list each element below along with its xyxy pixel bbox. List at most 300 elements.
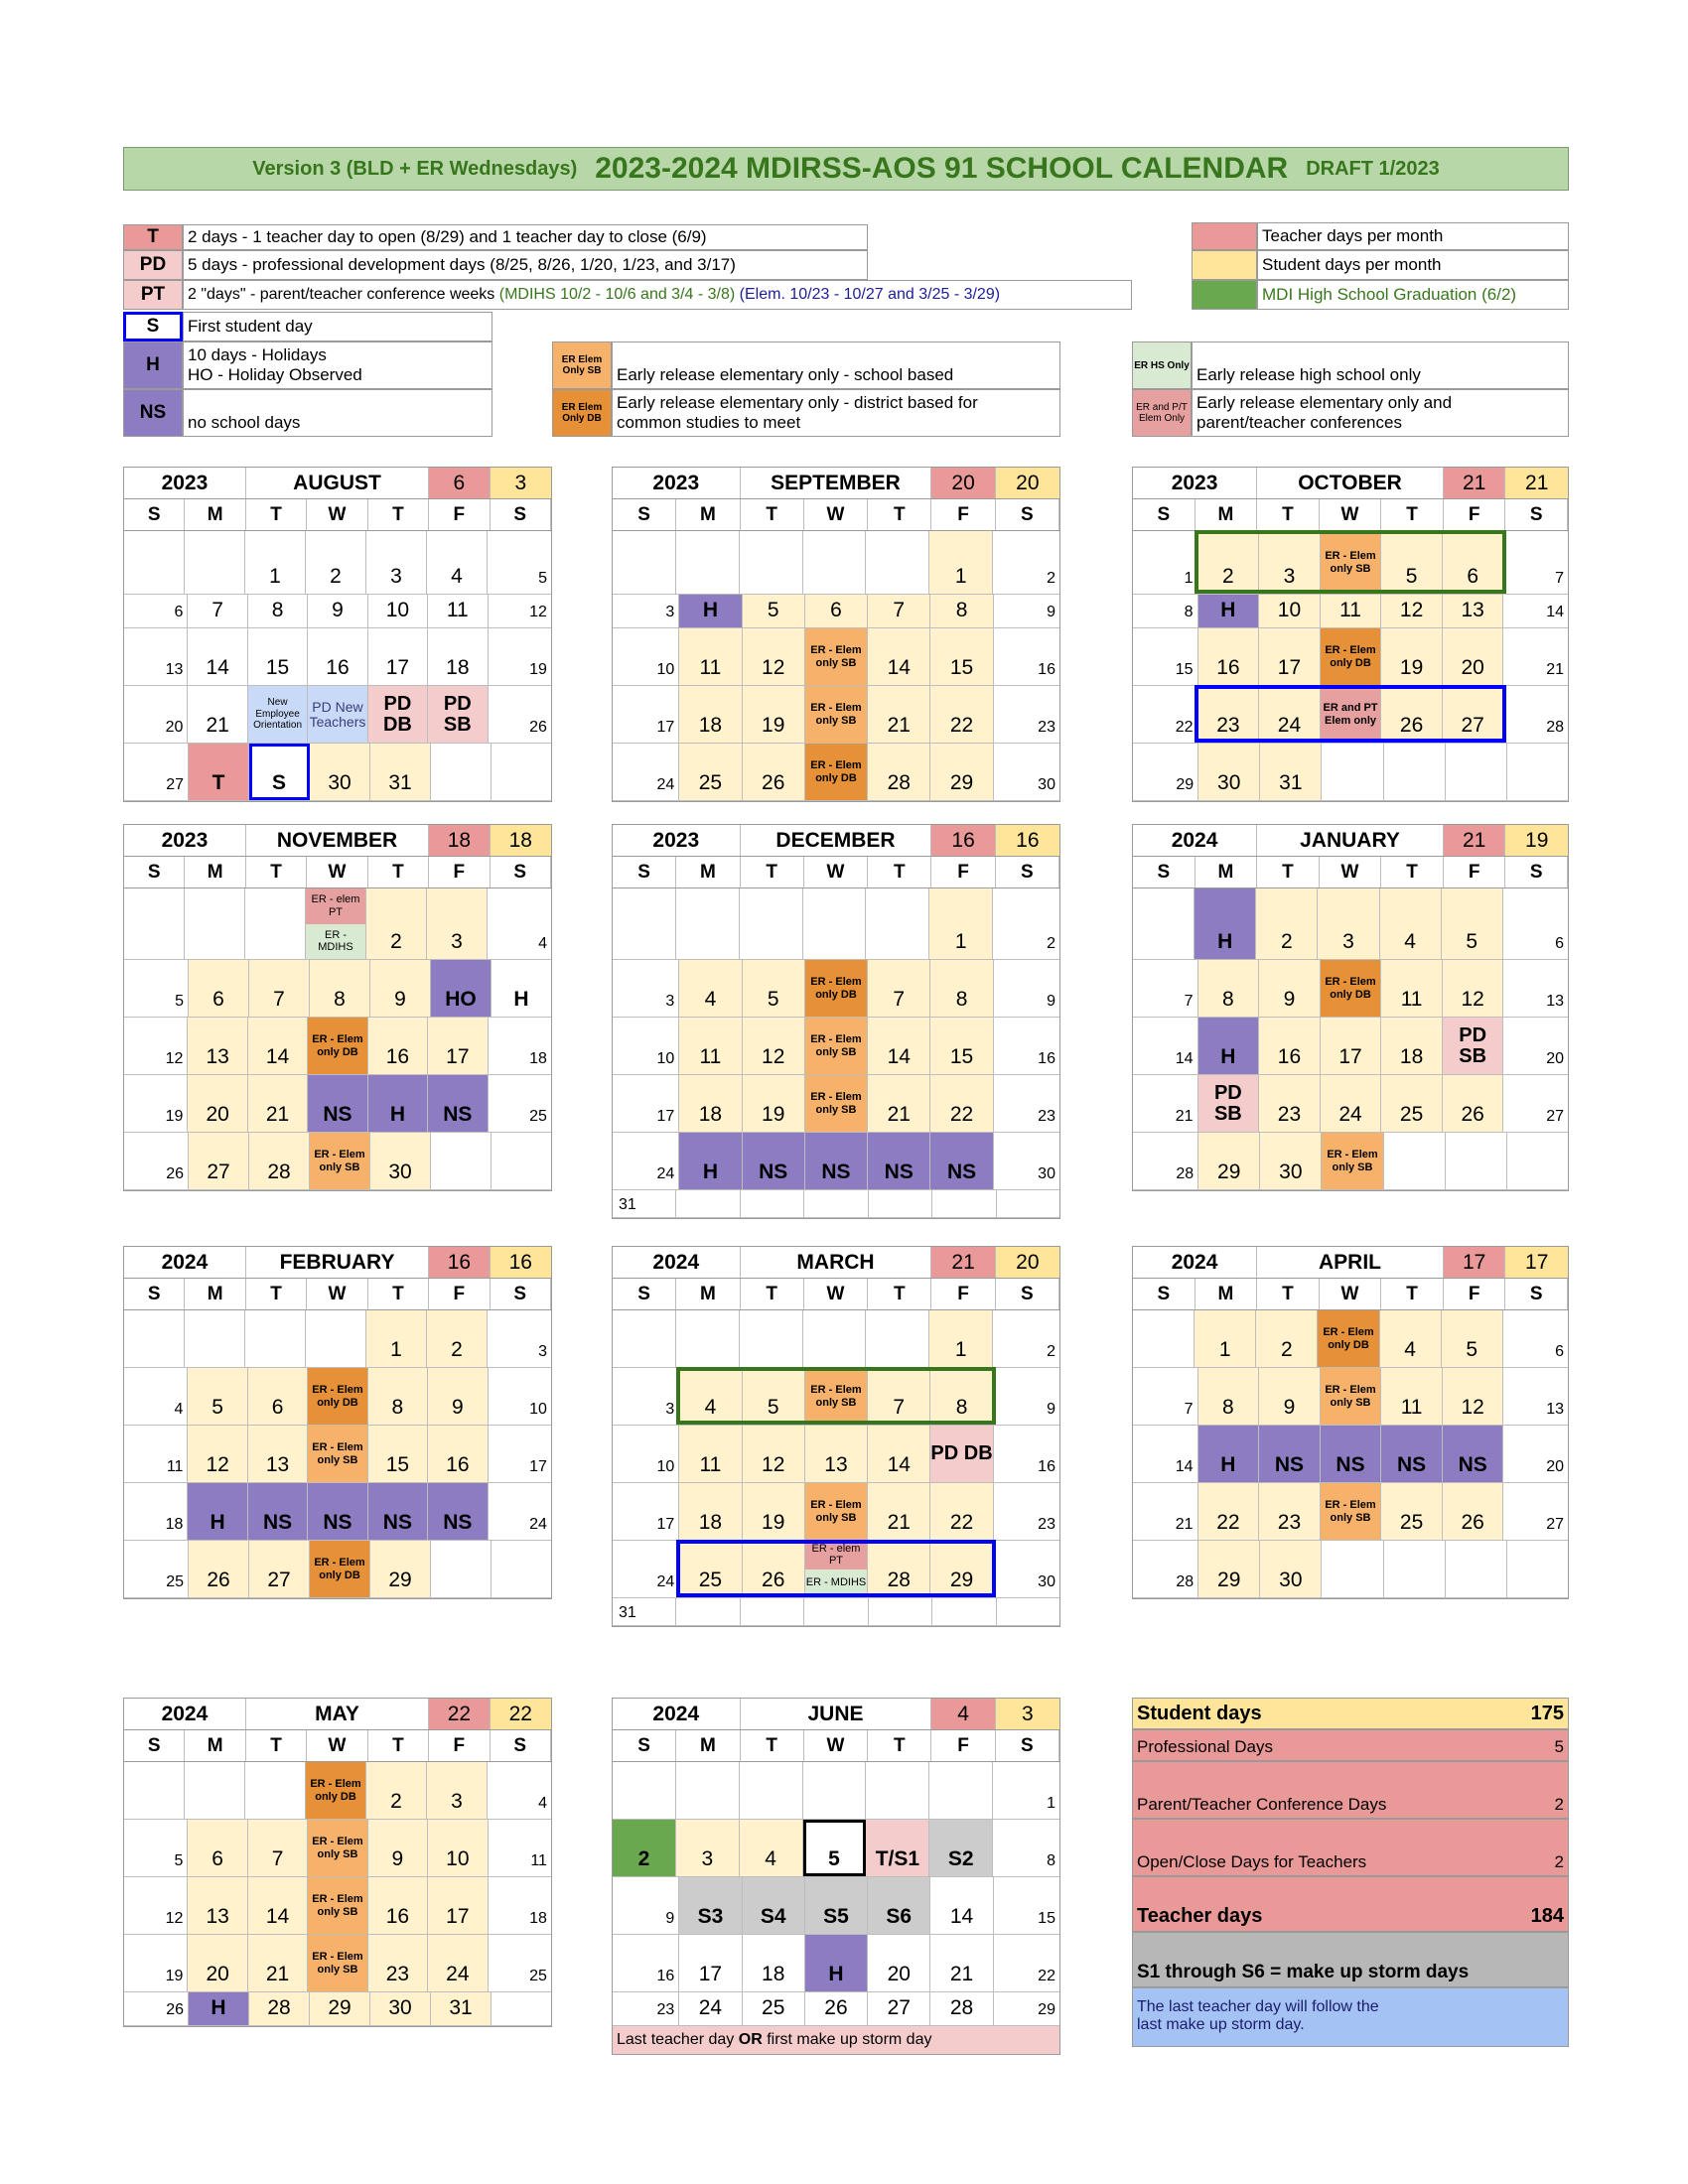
day-cell: NS xyxy=(1381,1426,1443,1482)
legend-s-text: First student day xyxy=(183,312,492,341)
day-cell: 30 xyxy=(1038,776,1055,793)
weekday-header: F xyxy=(931,857,995,887)
weekday-header: S xyxy=(124,499,185,530)
weekday-header: F xyxy=(1444,499,1506,530)
week-row xyxy=(613,1310,1059,1368)
day-cell xyxy=(805,1075,868,1132)
teacher-days-count: 6 xyxy=(429,468,490,498)
month-name: FEBRUARY xyxy=(246,1247,429,1278)
day-cell xyxy=(1321,960,1382,1017)
weekday-header: F xyxy=(1444,857,1506,887)
day-cell: 26 xyxy=(189,1541,249,1597)
month-name: MAY xyxy=(246,1699,429,1729)
day-cell: 25 xyxy=(529,1968,547,1984)
day-cell: 30 xyxy=(1198,744,1260,800)
week-row xyxy=(613,1190,1059,1218)
day-cell: S5 xyxy=(805,1877,868,1934)
day-cell: 16 xyxy=(613,1935,679,1991)
day-cell: 23 xyxy=(1038,1108,1055,1125)
day-cell: 4 xyxy=(427,531,488,594)
day-label: ER - Elem only SB xyxy=(314,1148,365,1173)
week-row xyxy=(124,1426,551,1483)
day-cell: 13 xyxy=(805,1426,868,1482)
day-cell: 8 xyxy=(1047,1852,1056,1869)
day-cell: 14 xyxy=(248,1018,308,1074)
day-cell: 24 xyxy=(428,1935,488,1991)
day-cell: 13 xyxy=(1443,595,1504,627)
week-row xyxy=(613,686,1059,744)
day-cell: 17 xyxy=(368,628,428,685)
legend-pd-code: PD xyxy=(123,250,183,280)
week-row xyxy=(613,1426,1059,1483)
day-cell: 30 xyxy=(310,744,370,800)
day-cell: 26 xyxy=(743,744,805,800)
day-cell: H xyxy=(513,988,529,1011)
day-cell: 16 xyxy=(1038,1458,1055,1475)
day-cell: 2 xyxy=(1047,570,1056,587)
day-cell: 11 xyxy=(1381,1368,1443,1425)
day-cell: 4 xyxy=(1380,1310,1442,1367)
day-cell xyxy=(492,1541,551,1597)
day-cell: 1 xyxy=(1047,1795,1056,1812)
teacher-days-count: 4 xyxy=(931,1699,995,1729)
week-row xyxy=(1133,1075,1568,1133)
day-cell: 20 xyxy=(188,1075,247,1132)
week-row xyxy=(124,595,551,628)
day-cell: NS xyxy=(368,1483,428,1540)
day-label: New Employee Orientation xyxy=(253,697,303,732)
legend-student-days: Student days per month xyxy=(1257,250,1569,280)
day-cell: 8 xyxy=(1198,1368,1260,1425)
day-cell: 15 xyxy=(368,1426,428,1482)
day-cell xyxy=(741,1598,804,1625)
student-days-count: 20 xyxy=(996,468,1059,498)
legend-er-db-code: ER Elem Only DB xyxy=(552,389,612,437)
summary-note xyxy=(1132,1987,1569,2047)
teacher-days-count: 18 xyxy=(429,825,490,856)
day-cell: 3 xyxy=(613,1368,679,1425)
pd-label: PD SB xyxy=(1213,1081,1242,1125)
day-cell: 30 xyxy=(1260,1133,1322,1189)
day-cell: 6 xyxy=(189,960,249,1017)
day-cell xyxy=(805,1483,868,1540)
weekday-header: W xyxy=(1320,857,1382,887)
day-cell xyxy=(740,1762,803,1819)
summary-pd-value: 5 xyxy=(1554,1737,1564,1756)
week-row xyxy=(1133,1368,1568,1426)
weekday-header: T xyxy=(868,1279,931,1309)
day-cell: 2 xyxy=(1198,531,1260,594)
day-cell: 13 xyxy=(1546,993,1565,1010)
day-cell xyxy=(869,1598,932,1625)
day-cell: 28 xyxy=(930,1992,993,2025)
day-label: ER - Elem only DB xyxy=(312,1383,363,1409)
week-row xyxy=(1133,595,1568,628)
day-cell: 21 xyxy=(930,1935,993,1991)
week-row xyxy=(1133,1133,1568,1190)
month-year: 2023 xyxy=(124,468,246,498)
summary-teacher-days-label: Teacher days xyxy=(1137,1905,1263,1927)
legend-er-pt-text-b: parent/teacher conferences xyxy=(1196,413,1402,432)
day-cell: 1 xyxy=(366,1310,427,1367)
day-cell: 8 xyxy=(930,1368,993,1425)
day-cell: 27 xyxy=(189,1133,249,1189)
day-cell: 3 xyxy=(366,531,427,594)
day-cell: 27 xyxy=(1546,1516,1565,1533)
day-cell: 31 xyxy=(613,1190,676,1217)
legend-h-text-b: HO - Holiday Observed xyxy=(188,365,362,384)
month-april xyxy=(1132,1246,1569,1599)
day-cell: 9 xyxy=(1047,604,1055,620)
day-cell: NS xyxy=(743,1133,805,1189)
day-cell xyxy=(805,686,868,743)
day-cell xyxy=(308,1935,367,1991)
week-row xyxy=(124,1877,551,1935)
day-cell: 13 xyxy=(188,1018,247,1074)
pd-label: PD DB xyxy=(382,692,412,736)
weekday-header: F xyxy=(429,1279,490,1309)
summary-oc-value: 2 xyxy=(1554,1852,1564,1871)
day-cell: 24 xyxy=(1259,686,1321,743)
day-cell: 3 xyxy=(1318,888,1379,959)
pd-label: PD SB xyxy=(443,692,472,736)
weekday-header: F xyxy=(429,1730,490,1761)
day-cell: 29 xyxy=(1133,744,1198,800)
day-label: ER - Elem only SB xyxy=(810,1032,862,1058)
day-cell: 25 xyxy=(743,1992,805,2025)
pd-label: PD SB xyxy=(1459,1024,1487,1067)
day-cell: 19 xyxy=(124,1075,188,1132)
day-cell: 17 xyxy=(679,1935,742,1991)
day-cell: NS xyxy=(1321,1426,1382,1482)
week-row xyxy=(613,1935,1059,1992)
day-cell: 26 xyxy=(1443,1075,1504,1132)
day-cell: 28 xyxy=(1133,1541,1198,1597)
day-cell xyxy=(997,1598,1059,1625)
day-label: ER - Elem only DB xyxy=(810,758,862,784)
week-row xyxy=(613,1762,1059,1820)
day-cell: 28 xyxy=(249,1992,310,2025)
day-cell: 6 xyxy=(1555,935,1564,952)
day-cell xyxy=(308,1368,367,1425)
summary-storm-label: S1 through S6 = make up storm days xyxy=(1137,1962,1470,1982)
week-row xyxy=(1133,686,1568,744)
week-row xyxy=(1133,1483,1568,1541)
day-cell xyxy=(1322,1133,1383,1189)
day-cell: S6 xyxy=(868,1877,930,1934)
day-cell: 29 xyxy=(310,1992,370,2025)
day-cell: NS xyxy=(930,1133,993,1189)
month-year: 2024 xyxy=(124,1247,246,1278)
day-cell: 18 xyxy=(1381,1018,1443,1074)
day-cell: 20 xyxy=(188,1935,247,1991)
day-cell xyxy=(1318,1310,1379,1367)
week-row xyxy=(124,686,551,744)
day-cell: 23 xyxy=(1038,719,1055,736)
day-cell: 7 xyxy=(1555,570,1565,587)
day-cell: 26 xyxy=(1381,686,1443,743)
legend-t-text: 2 days - 1 teacher day to open (8/29) and 1 teacher day to close (6/9) xyxy=(183,224,868,250)
weekday-header: S xyxy=(124,857,185,887)
week-row xyxy=(613,1820,1059,1877)
weekday-header: T xyxy=(246,1730,307,1761)
day-cell: 10 xyxy=(428,1820,488,1876)
day-cell xyxy=(866,531,929,594)
day-cell: 16 xyxy=(428,1426,488,1482)
legend-er-pt-text-a: Early release elementary only and xyxy=(1196,393,1453,413)
day-cell: 9 xyxy=(613,1877,679,1934)
day-cell: 4 xyxy=(679,960,742,1017)
day-cell: 24 xyxy=(1321,1075,1382,1132)
teacher-days-count: 21 xyxy=(931,1247,995,1278)
day-cell: 30 xyxy=(1038,1165,1055,1182)
day-cell: 18 xyxy=(529,1050,547,1067)
day-cell xyxy=(1446,1541,1507,1597)
day-cell: 29 xyxy=(1198,1133,1260,1189)
day-cell: NS xyxy=(805,1133,868,1189)
day-cell xyxy=(308,1820,367,1876)
day-cell: 29 xyxy=(930,1541,993,1597)
day-cell: 6 xyxy=(124,595,188,627)
day-cell: 19 xyxy=(743,686,805,743)
day-cell xyxy=(1446,744,1507,800)
day-cell: NS xyxy=(1443,1426,1504,1482)
day-cell xyxy=(308,1426,367,1482)
day-cell: 28 xyxy=(868,1541,930,1597)
er-mdihs-label: ER - MDIHS xyxy=(306,924,365,960)
day-cell xyxy=(308,1877,367,1934)
weekday-header: T xyxy=(868,499,931,530)
day-cell xyxy=(866,1310,929,1367)
day-cell xyxy=(932,1598,996,1625)
day-cell: 5 xyxy=(803,1820,867,1876)
week-row xyxy=(1133,1541,1568,1598)
day-cell: 20 xyxy=(1546,1050,1565,1067)
weekday-header: W xyxy=(307,1279,367,1309)
day-cell: 7 xyxy=(248,1820,308,1876)
day-cell: 16 xyxy=(308,628,367,685)
day-label: ER - Elem only SB xyxy=(1325,1383,1376,1409)
day-cell xyxy=(929,1762,993,1819)
day-cell: 5 xyxy=(124,1820,188,1876)
week-row xyxy=(124,1075,551,1133)
day-cell xyxy=(932,1190,996,1217)
legend-er-db-text xyxy=(612,389,1060,437)
day-cell: 12 xyxy=(188,1426,247,1482)
summary-storm xyxy=(1132,1932,1569,1987)
day-cell: 2 xyxy=(366,888,427,959)
month-june xyxy=(612,1698,1060,2055)
day-cell: 18 xyxy=(428,628,488,685)
day-cell xyxy=(803,1762,867,1819)
day-label: ER - Elem only DB xyxy=(310,1777,361,1803)
day-cell: 19 xyxy=(529,661,547,678)
day-cell: 21 xyxy=(868,1075,930,1132)
weekday-header: T xyxy=(246,499,307,530)
weekday-header: S xyxy=(996,857,1059,887)
day-cell xyxy=(1321,628,1382,685)
day-cell: 9 xyxy=(1047,993,1055,1010)
week-row xyxy=(124,888,551,960)
day-cell: 14 xyxy=(248,1877,308,1934)
day-cell: 24 xyxy=(613,1541,679,1597)
day-cell: H xyxy=(1198,595,1260,627)
day-cell xyxy=(492,744,551,800)
day-cell xyxy=(1507,744,1568,800)
day-cell: 10 xyxy=(613,1426,679,1482)
legend-graduation-swatch xyxy=(1192,280,1257,310)
week-row xyxy=(124,1541,551,1598)
weekday-header: S xyxy=(1505,857,1568,887)
day-cell xyxy=(428,686,488,743)
weekday-header: S xyxy=(1133,857,1196,887)
day-cell: 17 xyxy=(1321,1018,1382,1074)
day-cell xyxy=(124,1762,185,1819)
day-cell: 5 xyxy=(743,1368,805,1425)
day-cell xyxy=(740,1310,803,1367)
month-name: AUGUST xyxy=(246,468,429,498)
summary-teacher-days xyxy=(1132,1876,1569,1932)
day-cell: 26 xyxy=(805,1992,868,2025)
day-cell: 19 xyxy=(1381,628,1443,685)
day-cell: 17 xyxy=(529,1458,547,1475)
day-label: ER - Elem only SB xyxy=(810,1498,862,1524)
weekday-header: S xyxy=(124,1279,185,1309)
day-cell: 11 xyxy=(1381,960,1443,1017)
day-cell xyxy=(431,744,492,800)
week-row xyxy=(613,1598,1059,1626)
weekday-header: F xyxy=(931,1730,995,1761)
pd-label: PD DB xyxy=(930,1442,993,1464)
day-label: ER - Elem only SB xyxy=(312,1835,363,1860)
day-label: ER - Elem only SB xyxy=(810,1383,862,1409)
day-cell: H xyxy=(679,595,742,627)
weekday-header: S xyxy=(491,1730,551,1761)
day-cell xyxy=(803,1310,867,1367)
day-cell: S4 xyxy=(743,1877,805,1934)
weekday-header: W xyxy=(1320,499,1382,530)
day-cell: 25 xyxy=(679,744,742,800)
day-cell: 12 xyxy=(124,1018,188,1074)
day-cell: 5 xyxy=(743,960,805,1017)
week-row xyxy=(124,744,551,801)
day-cell: H xyxy=(1195,888,1256,959)
day-cell xyxy=(185,888,245,959)
day-cell: 23 xyxy=(1259,1075,1321,1132)
summary-oc-label: Open/Close Days for Teachers xyxy=(1137,1852,1367,1871)
legend-student-swatch xyxy=(1192,250,1257,280)
legend-t-code: T xyxy=(123,224,183,250)
day-cell xyxy=(805,1368,868,1425)
weekday-header: F xyxy=(429,499,490,530)
month-name: NOVEMBER xyxy=(246,825,429,856)
teacher-days-count: 20 xyxy=(931,468,995,498)
day-cell: 29 xyxy=(930,744,993,800)
day-cell: 15 xyxy=(930,1018,993,1074)
day-cell: H xyxy=(188,1483,247,1540)
day-label: ER - Elem only SB xyxy=(312,1440,363,1466)
day-cell: 4 xyxy=(538,935,547,952)
weekday-header: T xyxy=(246,857,307,887)
day-cell: 25 xyxy=(529,1108,547,1125)
month-name: JUNE xyxy=(741,1699,932,1729)
day-cell: 22 xyxy=(1198,1483,1260,1540)
week-row xyxy=(613,595,1059,628)
day-cell: 7 xyxy=(1133,1368,1198,1425)
day-cell: 10 xyxy=(613,1018,679,1074)
summary-student-days-label: Student days xyxy=(1137,1703,1262,1724)
day-cell: 26 xyxy=(743,1541,805,1597)
month-year: 2023 xyxy=(613,825,741,856)
day-cell: 1 xyxy=(245,531,306,594)
day-cell: 27 xyxy=(249,1541,310,1597)
day-cell: 16 xyxy=(1038,1050,1055,1067)
day-label: ER - Elem only SB xyxy=(810,1090,862,1116)
legend-pd-text: 5 days - professional development days (8/25, 8/26, 1/20, 1/23, and 3/17) xyxy=(183,250,868,280)
day-cell: 1 xyxy=(1133,531,1198,594)
legend-teacher-swatch xyxy=(1192,222,1257,250)
weekday-header: T xyxy=(368,857,429,887)
day-cell xyxy=(306,1310,366,1367)
day-cell xyxy=(1321,1368,1382,1425)
day-cell: 13 xyxy=(124,628,188,685)
day-cell: 8 xyxy=(310,960,370,1017)
day-cell xyxy=(1322,1541,1383,1597)
day-cell: S2 xyxy=(929,1820,993,1876)
day-cell: 21 xyxy=(248,1075,308,1132)
day-cell: 17 xyxy=(613,1483,679,1540)
day-cell: 29 xyxy=(1198,1541,1260,1597)
weekday-header: S xyxy=(613,1730,676,1761)
teacher-days-count: 17 xyxy=(1444,1247,1506,1278)
day-cell: 14 xyxy=(188,628,247,685)
day-cell: 23 xyxy=(1259,1483,1321,1540)
draft-label: DRAFT 1/2023 xyxy=(1306,157,1440,180)
day-cell: 15 xyxy=(930,628,993,685)
day-cell xyxy=(124,531,185,594)
week-row xyxy=(613,1075,1059,1133)
weekday-header: S xyxy=(1505,1279,1568,1309)
weekday-header: M xyxy=(185,1730,245,1761)
day-cell: 17 xyxy=(428,1877,488,1934)
day-cell: 16 xyxy=(368,1018,428,1074)
day-cell: 26 xyxy=(529,719,547,736)
day-cell: 11 xyxy=(679,1018,742,1074)
month-march xyxy=(612,1246,1060,1627)
day-cell xyxy=(803,531,867,594)
week-row xyxy=(124,1133,551,1190)
day-cell: HO xyxy=(431,960,492,1017)
student-days-count: 16 xyxy=(996,825,1059,856)
day-cell xyxy=(997,1190,1059,1217)
week-row xyxy=(613,960,1059,1018)
legend-ns-code: NS xyxy=(123,389,183,437)
week-row xyxy=(613,1018,1059,1075)
month-name: SEPTEMBER xyxy=(741,468,932,498)
day-cell: 25 xyxy=(124,1541,189,1597)
week-row xyxy=(1133,628,1568,686)
day-label: ER - Elem only SB xyxy=(810,643,862,669)
day-cell xyxy=(805,1018,868,1074)
weekday-header: T xyxy=(1381,1279,1444,1309)
day-cell: 16 xyxy=(1259,1018,1321,1074)
day-cell: 2 xyxy=(1256,888,1318,959)
day-cell: 4 xyxy=(124,1368,188,1425)
weekday-header: S xyxy=(1133,1279,1196,1309)
weekday-header: F xyxy=(429,857,490,887)
student-days-count: 3 xyxy=(491,468,551,498)
day-cell: 2 xyxy=(366,1762,427,1819)
